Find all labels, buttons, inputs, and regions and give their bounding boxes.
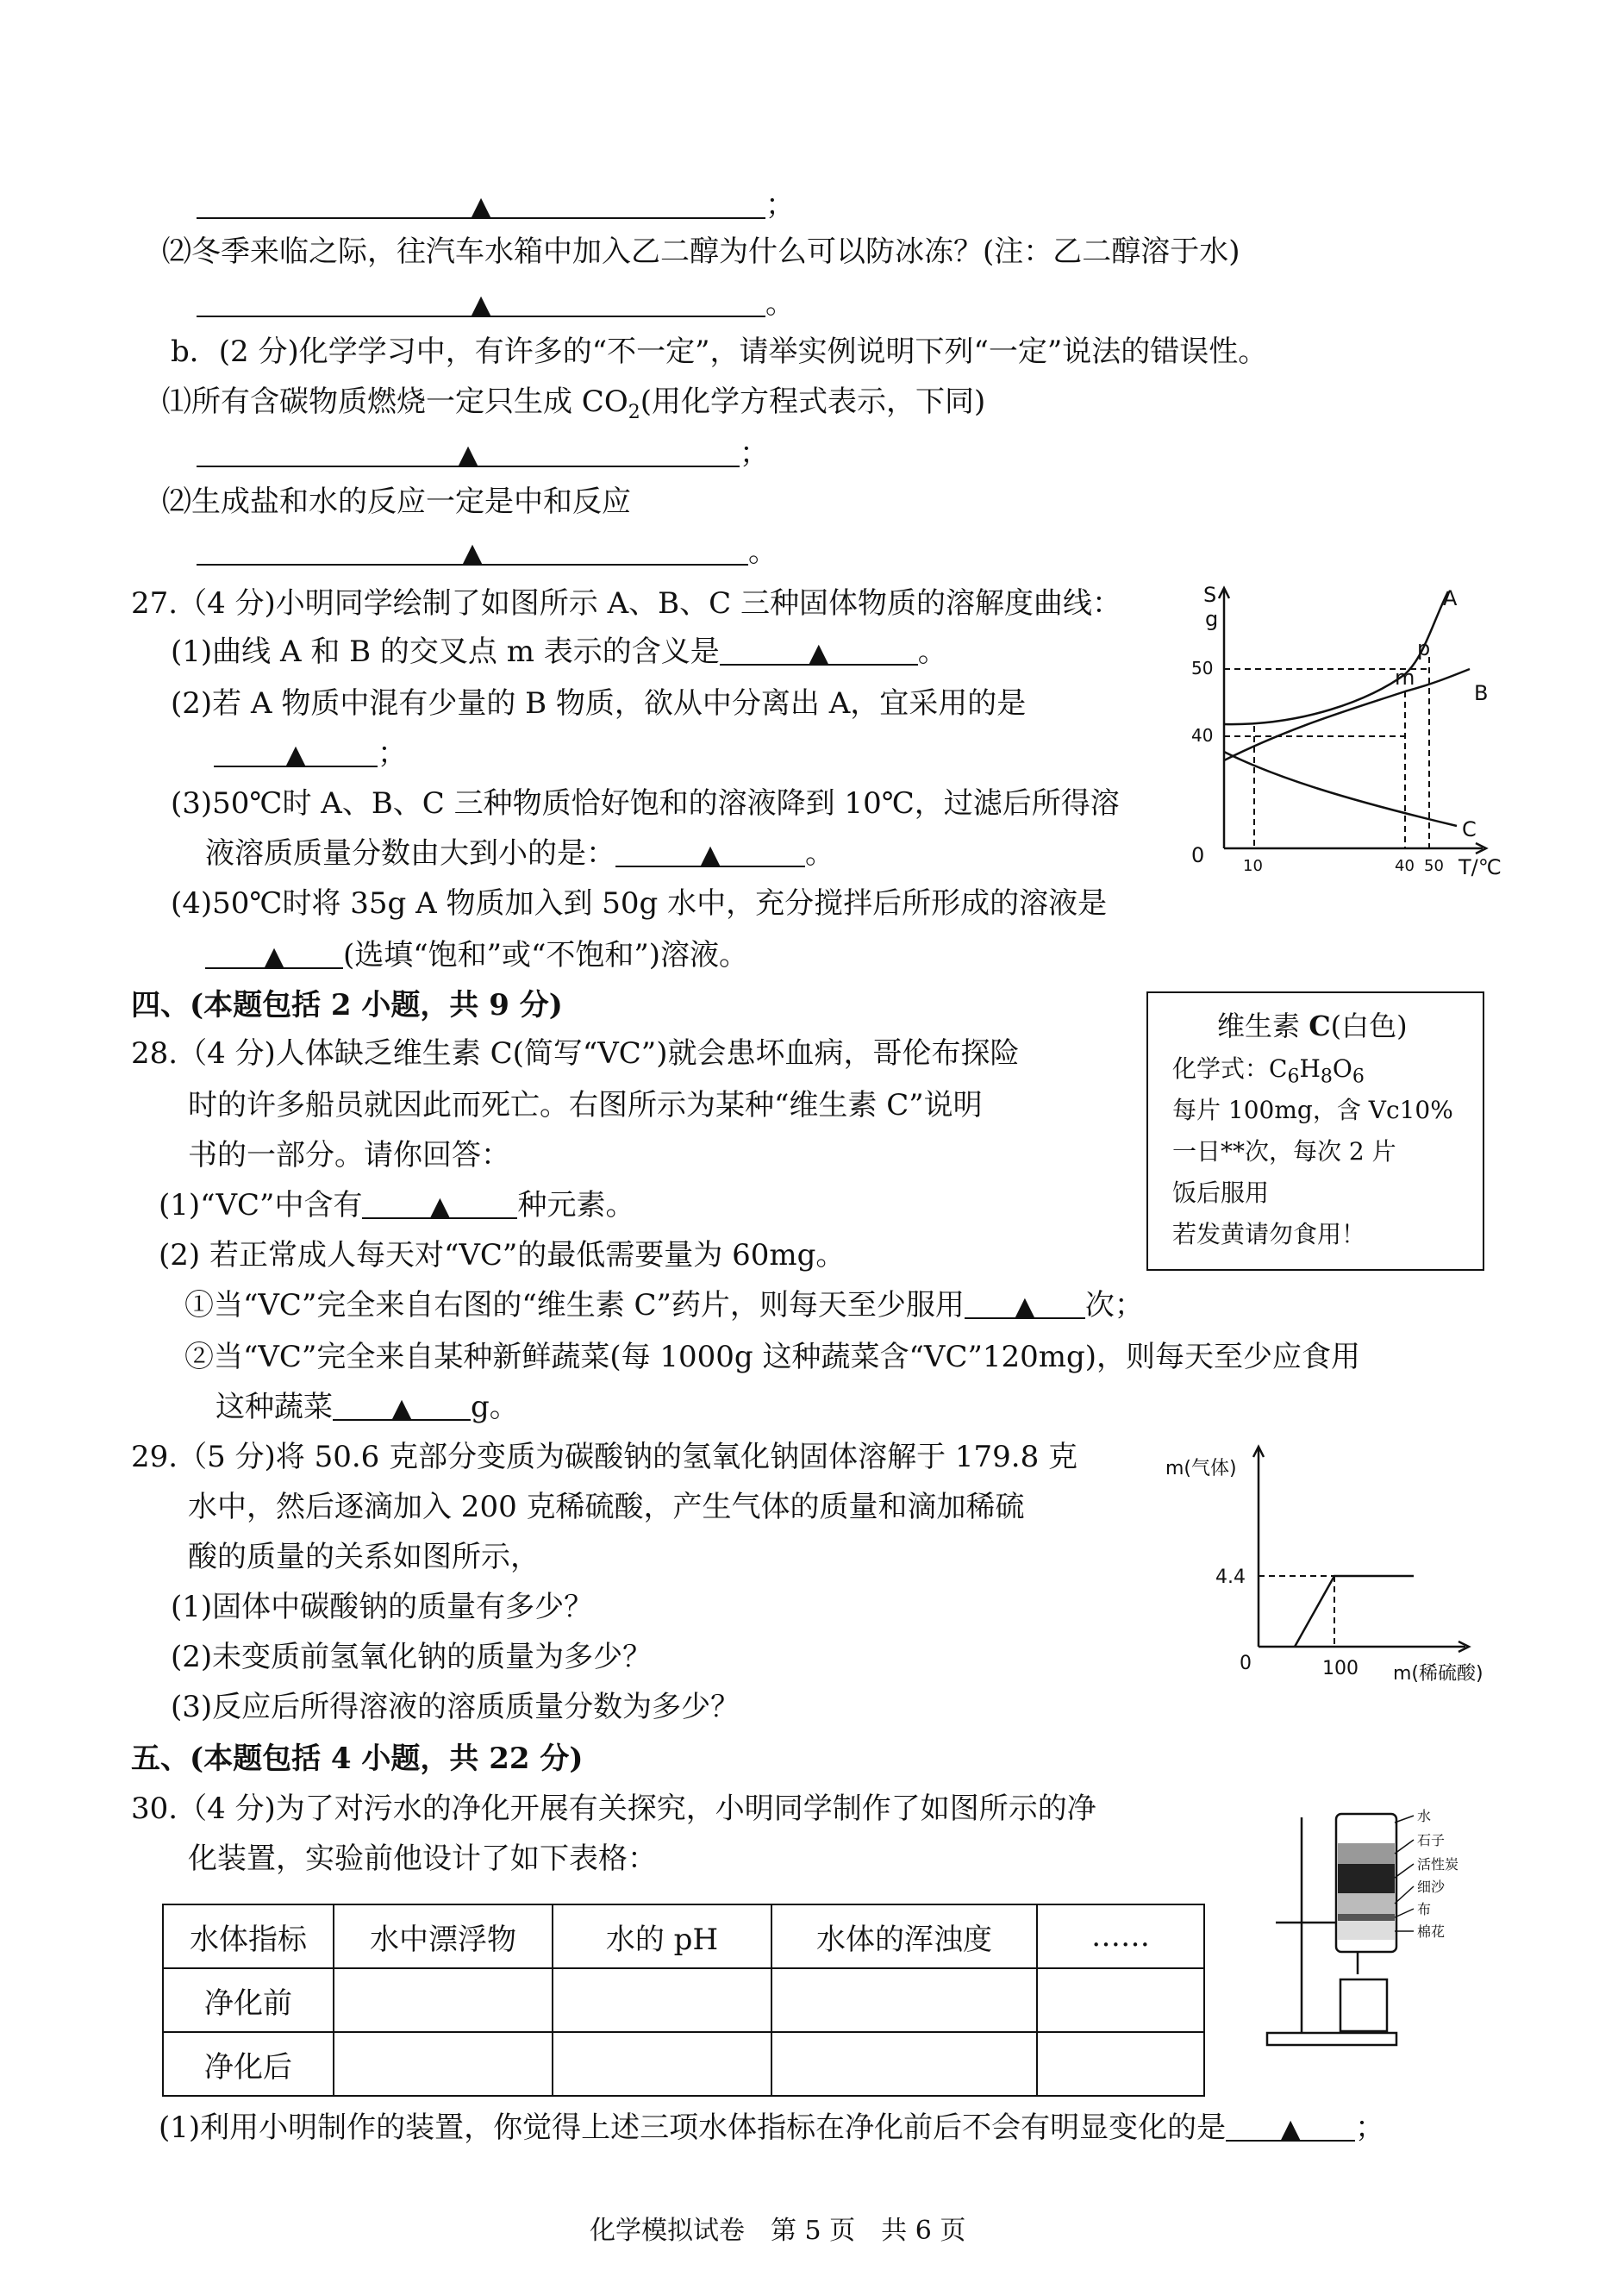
q27-part4: (4)50℃时将 35g A 物质加入到 50g 水中，充分搅拌后所形成的溶液是 xyxy=(171,886,1108,921)
apparatus-label: 布 xyxy=(1417,1901,1432,1917)
answer-blank[interactable]: ▲ xyxy=(197,186,765,219)
leader xyxy=(1395,1864,1414,1878)
table-row xyxy=(163,1968,1204,2032)
cotton-layer xyxy=(1338,1921,1395,1940)
curve-a xyxy=(1224,591,1448,724)
answer-line-b2: ▲ 。 xyxy=(197,533,778,571)
q30-stem-2: 化装置，实验前他设计了如下表格： xyxy=(188,1842,657,1876)
q30-stem-1: 30.（4 分)为了对污水的净化开展有关探究，小明同学制作了如图所示的净 xyxy=(131,1792,1096,1826)
answer-line-b1: ▲ ； xyxy=(197,435,769,472)
label-warning: 若发黄请勿食用！ xyxy=(1172,1220,1366,1248)
table-row-label: 净化后 xyxy=(163,2032,334,2096)
table-header-row xyxy=(163,1904,1204,1968)
q29-stem-3: 酸的质量的关系如图所示， xyxy=(188,1540,540,1574)
apparatus-label: 棉花 xyxy=(1417,1923,1446,1940)
curve-c-label: C xyxy=(1462,817,1477,841)
table-header-cell: 水的 pH xyxy=(553,1904,771,1968)
question-text: ⑴所有含碳物质燃烧一定只生成 $CO_2$(用化学方程式表示，下同) xyxy=(162,385,986,423)
answer-blank[interactable]: ▲ xyxy=(205,936,343,969)
vitamin-c-label-box xyxy=(1146,991,1484,1271)
q29-part1: (1)固体中碳酸钠的质量有多少？ xyxy=(171,1590,594,1624)
label-title: 维生素 C(白色) xyxy=(1217,1010,1408,1042)
label-dose: 每片 100mg，含 Vc10% xyxy=(1172,1096,1453,1124)
origin-label: 0 xyxy=(1240,1653,1252,1674)
gas-curve xyxy=(1295,1576,1414,1647)
table-cell[interactable] xyxy=(1037,2032,1204,2096)
answer-blank[interactable]: ▲ xyxy=(197,533,748,566)
curve-c xyxy=(1224,752,1457,826)
table-header-cell: 水中漂浮物 xyxy=(334,1904,553,1968)
x-tick-100: 100 xyxy=(1322,1658,1359,1679)
x-tick-10: 10 xyxy=(1243,857,1263,875)
q28-stem-3: 书的一部分。请你回答： xyxy=(188,1138,510,1173)
beaker xyxy=(1340,1979,1387,2031)
q28-sub2: ②当“VC”完全来自某种新鲜蔬菜(每 1000g 这种蔬菜含“VC”120mg)，则每天至少应食用 xyxy=(184,1340,1360,1374)
section-4-heading: 四、(本题包括 2 小题，共 9 分) xyxy=(131,988,563,1022)
question-text: b．(2 分)化学学习中，有许多的“不一定”，请举实例说明下列“一定”说法的错误性。 xyxy=(171,335,1268,369)
y-tick-40: 40 xyxy=(1191,725,1214,746)
q27-part2-answer: ▲ ； xyxy=(214,735,407,772)
table-header-cell: …… xyxy=(1037,1904,1204,1968)
table-row-label: 净化前 xyxy=(163,1968,334,2032)
q27-part3-cont: 液溶质质量分数由大到小的是： ▲ 。 xyxy=(205,836,834,871)
gas-mass-chart xyxy=(1164,1438,1517,1697)
answer-blank[interactable]: ▲ xyxy=(1226,2109,1355,2142)
label-frequency: 一日**次，每次 2 片 xyxy=(1172,1137,1396,1166)
y-tick-50: 50 xyxy=(1191,658,1214,678)
q28-sub2-cont: 这种蔬菜 ▲ g。 xyxy=(215,1390,519,1424)
question-text: ⑵冬季来临之际，往汽车水箱中加入乙二醇为什么可以防冰冻？(注：乙二醇溶于水) xyxy=(162,235,1240,269)
label-instruction: 饭后服用 xyxy=(1172,1179,1270,1207)
x-axis-label: m(稀硫酸) xyxy=(1393,1663,1483,1685)
label-formula: 化学式：$C_6H_8O_6$ xyxy=(1172,1054,1365,1088)
x-tick-40: 40 xyxy=(1395,857,1415,875)
q27-part3: (3)50℃时 A、B、C 三种物质恰好饱和的溶液降到 10℃，过滤后所得溶 xyxy=(171,786,1120,821)
y-axis-unit: g xyxy=(1205,607,1219,631)
apparatus-label: 活性炭 xyxy=(1417,1856,1459,1873)
leader xyxy=(1395,1909,1414,1917)
table-cell[interactable] xyxy=(771,2032,1037,2096)
q27-part2: (2)若 A 物质中混有少量的 B 物质，欲从中分离出 A，宜采用的是 xyxy=(171,686,1027,721)
q28-stem-2: 时的许多船员就因此而死亡。右图所示为某种“维生素 C”说明 xyxy=(188,1088,983,1122)
table-cell[interactable] xyxy=(1037,1968,1204,2032)
answer-blank[interactable]: ▲ xyxy=(720,633,918,666)
cloth-layer xyxy=(1338,1914,1395,1921)
solubility-curve-chart xyxy=(1191,579,1517,890)
table-cell[interactable] xyxy=(334,2032,553,2096)
apparatus-label: 细沙 xyxy=(1417,1879,1446,1895)
apparatus-label: 石子 xyxy=(1417,1832,1446,1848)
q29-part3: (3)反应后所得溶液的溶质质量分数为多少？ xyxy=(171,1690,740,1724)
answer-blank[interactable]: ▲ xyxy=(197,435,740,467)
section-5-heading: 五、(本题包括 4 小题，共 22 分) xyxy=(131,1742,584,1776)
y-axis-label: S xyxy=(1203,583,1217,607)
curve-b-label: B xyxy=(1474,681,1489,705)
x-axis-label: T/℃ xyxy=(1458,855,1502,879)
answer-blank[interactable]: ▲ xyxy=(214,735,378,767)
activated-carbon-layer xyxy=(1338,1864,1395,1893)
q27-part1: (1)曲线 A 和 B 的交叉点 m 表示的含义是 ▲ 。 xyxy=(171,635,947,669)
page-footer: 化学模拟试卷 第 5 页 共 6 页 xyxy=(590,2216,966,2246)
q28-part1: (1)“VC”中含有 ▲ 种元素。 xyxy=(159,1188,635,1223)
answer-blank[interactable]: ▲ xyxy=(362,1186,517,1219)
y-tick-4-4: 4.4 xyxy=(1215,1566,1246,1588)
stand-base xyxy=(1267,2033,1396,2045)
table-cell[interactable] xyxy=(553,1968,771,2032)
leader xyxy=(1395,1816,1414,1823)
answer-blank[interactable]: ▲ xyxy=(965,1286,1085,1319)
water-index-table xyxy=(162,1904,1205,2097)
q29-stem-2: 水中，然后逐滴加入 200 克稀硫酸，产生气体的质量和滴加稀硫 xyxy=(188,1490,1025,1524)
question-text: ⑵生成盐和水的反应一定是中和反应 xyxy=(162,485,631,519)
answer-line-a1: ▲ ； xyxy=(197,186,795,224)
table-row xyxy=(163,2032,1204,2096)
answer-line-a2: ▲ 。 xyxy=(197,285,795,322)
table-cell[interactable] xyxy=(334,1968,553,2032)
table-header-cell: 水体的浑浊度 xyxy=(771,1904,1037,1968)
q29-stem-1: 29.（5 分)将 50.6 克部分变质为碳酸钠的氢氧化钠固体溶解于 179.8 克 xyxy=(131,1440,1078,1474)
curve-b xyxy=(1224,669,1470,760)
stone-layer xyxy=(1338,1843,1395,1864)
table-header-cell: 水体指标 xyxy=(163,1904,334,1968)
q28-part2: (2) 若正常成人每天对“VC”的最低需要量为 60mg。 xyxy=(159,1238,846,1273)
curve-a-label: A xyxy=(1443,586,1458,610)
table-cell[interactable] xyxy=(553,2032,771,2096)
point-m-label: m xyxy=(1395,666,1415,690)
leader xyxy=(1395,1840,1414,1854)
apparatus-label: 水 xyxy=(1417,1808,1432,1824)
leader xyxy=(1395,1886,1414,1904)
x-tick-50: 50 xyxy=(1424,857,1444,875)
point-p-label: p xyxy=(1417,636,1431,660)
origin-label: 0 xyxy=(1191,843,1205,867)
y-axis-label: m(气体) xyxy=(1165,1458,1237,1479)
answer-blank[interactable]: ▲ xyxy=(197,285,765,317)
answer-blank[interactable]: ▲ xyxy=(615,835,805,867)
sand-layer xyxy=(1338,1893,1395,1914)
answer-blank[interactable]: ▲ xyxy=(333,1388,471,1421)
table-cell[interactable] xyxy=(771,1968,1037,2032)
q27-stem: 27.（4 分)小明同学绘制了如图所示 A、B、C 三种固体物质的溶解度曲线： xyxy=(131,586,1121,621)
q29-part2: (2)未变质前氢氧化钠的质量为多少？ xyxy=(171,1640,653,1674)
q30-part1: (1)利用小明制作的装置，你觉得上述三项水体指标在净化前后不会有明显变化的是 ▲ ； xyxy=(159,2111,1385,2145)
q27-part4-cont: ▲ (选填“饱和”或“不饱和”)溶液。 xyxy=(205,936,748,974)
q28-stem-1: 28.（4 分)人体缺乏维生素 C(简写“VC”)就会患坏血病，哥伦布探险 xyxy=(131,1036,1020,1071)
purification-apparatus-figure xyxy=(1259,1802,1517,2060)
q28-sub1: ①当“VC”完全来自右图的“维生素 C”药片，则每天至少服用 ▲ 次； xyxy=(184,1288,1144,1323)
